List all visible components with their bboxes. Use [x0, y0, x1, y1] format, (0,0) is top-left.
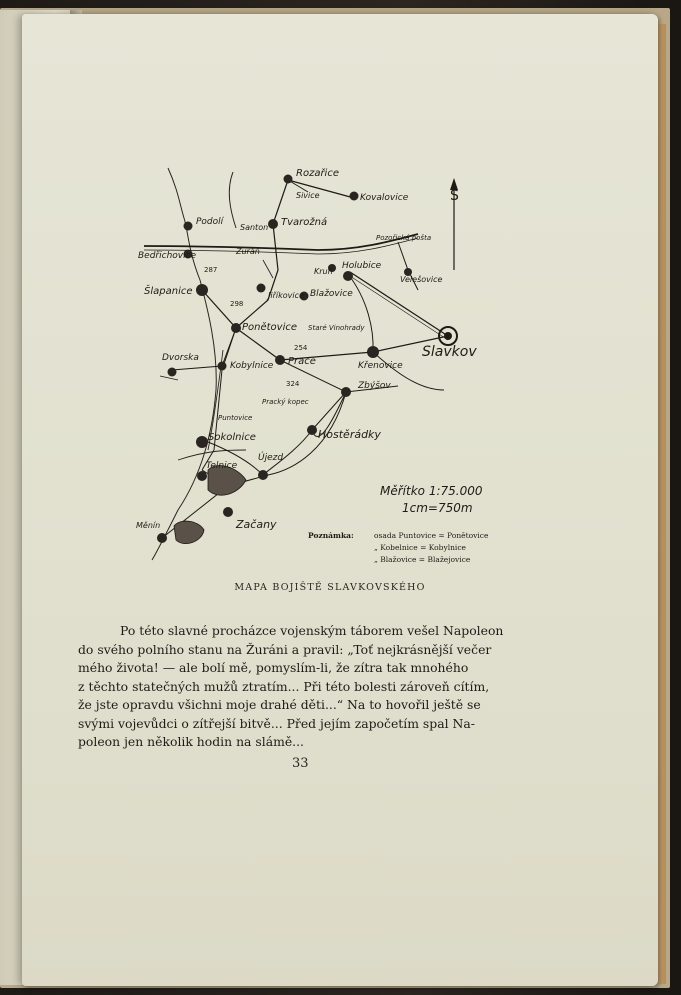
map-note-line-2: „ Kobelnice = Kobylnice: [374, 543, 466, 552]
map-label-rozsirice: Rozařice: [296, 168, 339, 179]
map-label-ponetovice: Ponětovice: [242, 322, 298, 333]
body-line: z těchto statečných mužů ztratím... Při této bolesti zároveň cítím,: [78, 678, 490, 694]
north-arrow-label: S: [450, 188, 459, 204]
map-label-hostherady: Hostěrádky: [318, 428, 381, 441]
body-line: Po této slavné procházce vojenským táborem vešel Napoleon: [120, 623, 504, 638]
body-line: poleon jen několik hodin na slámě...: [78, 734, 304, 749]
village-dot-prace: [275, 355, 285, 365]
map-note-heading: Poznámka:: [308, 531, 354, 540]
map-scale-unit: 1cm=750m: [402, 501, 473, 515]
map-label-menin: Měnín: [136, 521, 161, 530]
village-dot-krenovice: [367, 346, 379, 358]
map-elevation-label: 254: [294, 344, 308, 352]
map-label-sivice: Sivice: [296, 191, 320, 200]
village-dot-zbysov: [341, 387, 351, 397]
village-dot-zacany: [223, 507, 233, 517]
body-line: do svého polního stanu na Žuráni a pravil: „Toť nejkrásnější večer: [78, 641, 492, 657]
village-dot-hostherady: [307, 425, 317, 435]
page-number: 33: [292, 756, 309, 771]
village-dot-ujezd: [258, 470, 268, 480]
battlefield-map: [118, 150, 518, 570]
map-label-pozorice: Pozořická pošta: [376, 234, 432, 242]
map-label-bedrichovice: Bedřichovice: [138, 251, 197, 261]
map-label-holubice: Holubice: [342, 261, 382, 271]
map-label-stare-vinohrady: Staré Vinohrady: [308, 324, 365, 332]
map-label-jirikovice: Jiříkovice: [268, 291, 304, 300]
village-dot-jirikovice: [257, 284, 266, 293]
village-dot-ponetovice: [231, 323, 241, 333]
village-dot-menin: [157, 533, 167, 543]
map-scale-ratio: Měřítko 1:75.000: [380, 484, 483, 498]
map-label-slapanice: Šlapanice: [144, 286, 193, 297]
map-elevation-label: 324: [286, 380, 300, 388]
map-label-blazovice: Blažovice: [310, 289, 353, 299]
map-label-sokolnice: Sokolnice: [208, 432, 256, 443]
map-label-santon: Santon: [240, 223, 269, 232]
map-label-kobylnice: Kobylnice: [230, 361, 274, 371]
village-dot-sokolnice: [196, 436, 208, 448]
body-line: svými vojevůdci o zítřejší bitvě... Před jejím započetím spal Na-: [78, 715, 475, 731]
map-label-ujezd: Újezd: [258, 453, 284, 463]
map-label-zacany: Začany: [236, 518, 277, 531]
map-elevation-label: 298: [230, 300, 244, 308]
map-label-kovalovice: Kovalovice: [360, 193, 409, 203]
map-label-dvorska: Dvorska: [162, 353, 199, 363]
map-note-line-3: „ Blažovice = Blažejovice: [374, 555, 471, 564]
map-label-podoli: Podolí: [196, 217, 224, 227]
body-line: mého života! — ale bolí mě, pomyslím-li, že zítra tak mnohého: [78, 660, 469, 675]
map-label-telnice: Telnice: [206, 461, 238, 471]
village-dot-dvorska: [168, 368, 177, 377]
village-dot-telnice: [197, 471, 207, 481]
map-caption: MAPA BOJIŠTĚ SLAVKOVSKÉHO: [234, 582, 426, 593]
map-label-zbysov: Zbýšov: [358, 381, 391, 391]
map-label-krenovice-north: Kruh: [314, 267, 333, 276]
body-line: že jste opravdu všichni moje drahé děti...“ Na to hovořil ještě se: [78, 697, 481, 712]
body-text: [78, 622, 542, 752]
village-dot-kobylnice: [218, 362, 227, 371]
map-elevation-label: 287: [204, 266, 218, 274]
map-label-prace: Prace: [288, 356, 316, 367]
village-dot-podoli: [184, 222, 193, 231]
map-label-slavkov: Slavkov: [422, 344, 477, 360]
village-dot-holubice: [343, 271, 353, 281]
map-label-zurany: Žuráň: [236, 247, 260, 256]
map-label-puntovice: Puntovice: [218, 414, 253, 422]
map-label-krenovice: Křenovice: [358, 361, 403, 371]
village-dot-tvarozna: [268, 219, 278, 229]
map-label-tvarozna: Tvarožná: [281, 217, 328, 228]
village-dot-rozsirice: [284, 175, 293, 184]
map-label-velesovice: Velešovice: [400, 275, 443, 284]
village-dot-kovalovice: [350, 192, 359, 201]
map-label-prace-hill: Pracký kopec: [262, 398, 309, 406]
map-note-line-1: osada Puntovice = Ponětovice: [374, 531, 489, 540]
village-dot-slapanice: [196, 284, 208, 296]
